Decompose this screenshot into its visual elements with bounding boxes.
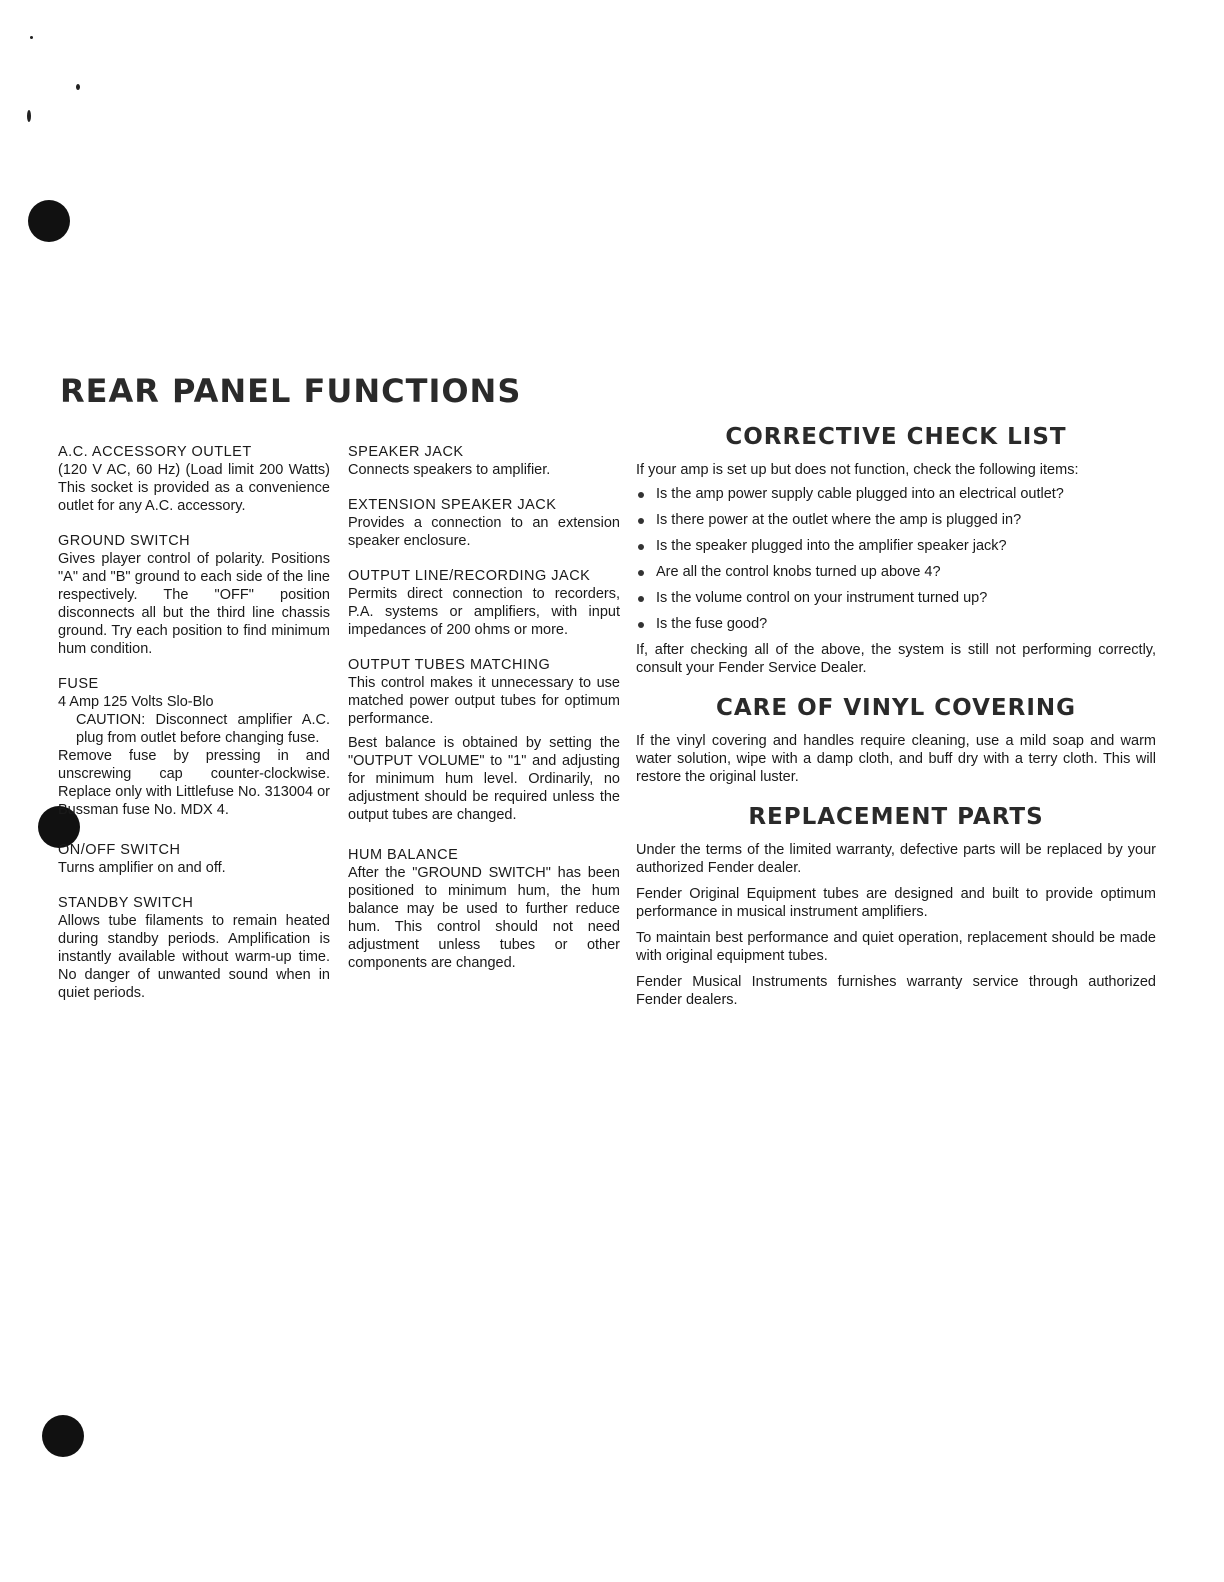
section-text: Gives player control of polarity. Positions "A" and "B" ground to each side of the line respectively. The "OFF" position disconnects all but the third line chassis ground. Try each position to find minimum hum condition. (58, 551, 330, 657)
section-text: Best balance is obtained by setting the "OUTPUT VOLUME" to "1" and adjusting for minimum hum level. Ordinarily, no adjustment should be required unless the output tubes are changed. (348, 735, 620, 823)
checklist-item-text: Is the speaker plugged into the amplifier speaker jack? (656, 538, 1007, 554)
section-title: STANDBY SWITCH (58, 895, 194, 911)
checklist-item-text: Are all the control knobs turned up above 4? (656, 564, 941, 580)
checklist-item-text: Is the fuse good? (656, 616, 768, 632)
bullet-icon (638, 518, 644, 524)
section-ground-switch (58, 532, 330, 658)
section-text: Allows tube filaments to remain heated during standby periods. Amplification is instantly available without warm-up time. No danger of unwanted sound when in quiet periods. (58, 913, 330, 1001)
section-text: Permits direct connection to recorders, P.A. systems or amplifiers, with input impedances of 200 ohms or more. (348, 586, 620, 638)
replacement-text: Fender Musical Instruments furnishes warranty service through authorized Fender dealers. (636, 974, 1156, 1008)
vinyl-text: If the vinyl covering and handles require cleaning, use a mild soap and warm water solution, wipe with a damp cloth, and buff dry with a terry cloth. This will restore the original luster. (636, 733, 1156, 785)
section-text: Connects speakers to amplifier. (348, 462, 551, 478)
section-extension-speaker-jack (348, 496, 620, 550)
checklist-title: CORRECTIVE CHECK LIST (725, 424, 1067, 450)
checklist-items (636, 485, 1156, 633)
section-title: FUSE (58, 676, 99, 692)
replacement-text: Under the terms of the limited warranty, defective parts will be replaced by your authorized Fender dealer. (636, 842, 1156, 876)
checklist-intro: If your amp is set up but does not function, check the following items: (636, 462, 1079, 478)
section-text: Provides a connection to an extension speaker enclosure. (348, 515, 620, 549)
right-column (636, 424, 1156, 1017)
section-ac-accessory-outlet (58, 443, 330, 515)
caution-text: CAUTION: Disconnect amplifier A.C. plug from outlet before changing fuse. (76, 712, 330, 746)
section-text: After the "GROUND SWITCH" has been positioned to minimum hum, the hum balance may be used to further reduce hum. This control should not need adjustment unless tubes or other components are changed. (348, 865, 620, 971)
checklist-item (636, 563, 1156, 581)
section-title: GROUND SWITCH (58, 533, 191, 549)
checklist-item (636, 537, 1156, 555)
care-of-vinyl-covering (636, 695, 1156, 786)
bullet-icon (638, 492, 644, 498)
binder-hole-bottom (42, 1415, 84, 1457)
section-title: ON/OFF SWITCH (58, 842, 181, 858)
fuse-replace-text: Remove fuse by pressing in and unscrewing cap counter-clockwise. Replace only with Littlefuse No. 313004 or Bussman fuse No. MDX 4. (58, 748, 330, 818)
checklist-item (636, 485, 1156, 503)
checklist-item (636, 589, 1156, 607)
section-speaker-jack (348, 443, 620, 479)
section-hum-balance (348, 846, 620, 972)
section-text: 4 Amp 125 Volts Slo-Blo (58, 694, 214, 710)
scan-speck (76, 84, 80, 90)
vinyl-title: CARE OF VINYL COVERING (715, 695, 1077, 721)
page-title: REAR PANEL FUNCTIONS (60, 372, 522, 410)
checklist-item-text: Is the amp power supply cable plugged into an electrical outlet? (656, 486, 1064, 502)
replacement-text: To maintain best performance and quiet operation, replacement should be made with original equipment tubes. (636, 930, 1156, 964)
section-fuse (58, 675, 330, 819)
left-column (58, 443, 330, 1019)
section-title: EXTENSION SPEAKER JACK (348, 497, 557, 513)
checklist-item-text: Is there power at the outlet where the amp is plugged in? (656, 512, 1022, 528)
section-title: HUM BALANCE (348, 847, 459, 863)
checklist-item-text: Is the volume control on your instrument turned up? (656, 590, 988, 606)
section-standby-switch (58, 894, 330, 1002)
section-text: This control makes it unnecessary to use matched power output tubes for optimum performance. (348, 675, 620, 727)
section-text: Turns amplifier on and off. (58, 860, 226, 876)
section-on-off-switch (58, 841, 330, 877)
bullet-icon (638, 622, 644, 628)
checklist-item (636, 511, 1156, 529)
section-text: (120 V AC, 60 Hz) (Load limit 200 Watts) This socket is provided as a convenience outlet for any A.C. accessory. (58, 462, 330, 514)
section-output-line-recording-jack (348, 567, 620, 639)
scan-speck (30, 36, 33, 39)
bullet-icon (638, 570, 644, 576)
middle-column (348, 443, 620, 989)
section-title: OUTPUT TUBES MATCHING (348, 657, 551, 673)
section-title: A.C. ACCESSORY OUTLET (58, 444, 252, 460)
section-output-tubes-matching (348, 656, 620, 824)
scan-speck (27, 110, 31, 122)
section-title: OUTPUT LINE/RECORDING JACK (348, 568, 591, 584)
bullet-icon (638, 544, 644, 550)
bullet-icon (638, 596, 644, 602)
corrective-check-list (636, 424, 1156, 677)
replacement-text: Fender Original Equipment tubes are designed and built to provide optimum performance in musical instrument amplifiers. (636, 886, 1156, 920)
replacement-parts (636, 804, 1156, 1009)
checklist-outro: If, after checking all of the above, the system is still not performing correctly, consult your Fender Service Dealer. (636, 642, 1156, 676)
binder-hole-top (28, 200, 70, 242)
replacement-title: REPLACEMENT PARTS (748, 804, 1044, 830)
section-title: SPEAKER JACK (348, 444, 464, 460)
checklist-item (636, 615, 1156, 633)
